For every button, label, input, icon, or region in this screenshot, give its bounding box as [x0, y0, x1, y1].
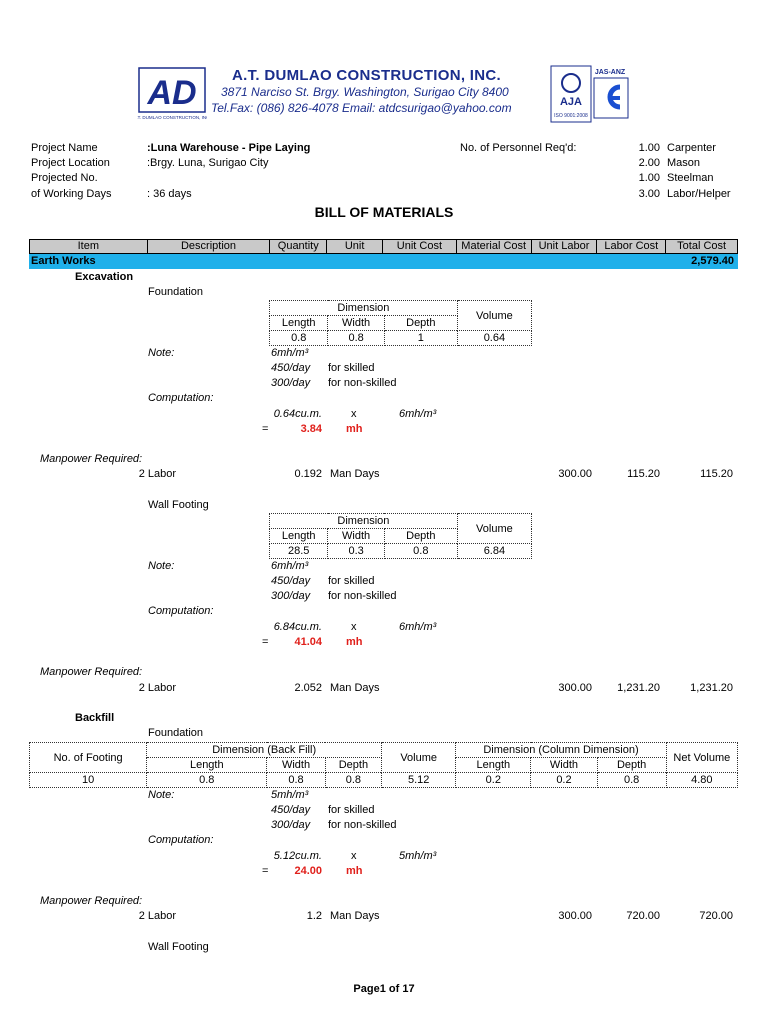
- logo-caption: A.T. DUMLAO CONSTRUCTION, INC.: [137, 115, 207, 120]
- footing-count-header: No. of Footing: [30, 743, 147, 773]
- computation-unit: mh: [346, 423, 363, 435]
- column-length-value: 0.2: [456, 773, 531, 788]
- computation-rate: 6mh/m³: [399, 408, 437, 420]
- col-total-cost: Total Cost: [677, 240, 727, 252]
- col-quantity: Quantity: [270, 240, 327, 253]
- manpower-quantity: 2.052: [294, 682, 322, 694]
- width-value: 0.8: [328, 331, 384, 346]
- col-unit-cost: Unit Cost: [383, 240, 457, 253]
- dimension-header: Dimension: [270, 514, 458, 529]
- length-value: 0.8: [147, 773, 267, 788]
- working-days-label: of Working Days: [31, 188, 112, 200]
- skilled-rate: 450/day: [271, 804, 311, 816]
- computation-volume: 5.12cu.m.: [273, 850, 322, 862]
- nonskilled-rate: 300/day: [271, 377, 311, 389]
- width-value: 0.3: [328, 544, 384, 559]
- personnel-qty: 1.00: [638, 172, 660, 184]
- depth-value: 0.8: [325, 773, 381, 788]
- computation-times: x: [351, 850, 357, 862]
- computation-unit: mh: [346, 865, 363, 877]
- width-header: Width: [328, 529, 384, 544]
- note-label: Note:: [148, 560, 175, 572]
- nonskilled-label: for non-skilled: [328, 819, 397, 831]
- length-value: 0.8: [270, 331, 328, 346]
- manpower-unit-labor: 300.00: [558, 682, 592, 694]
- computation-equals: =: [262, 865, 269, 877]
- footing-count-value: 10: [30, 773, 147, 788]
- computation-label: Computation:: [148, 834, 214, 846]
- column-dimension-header: Dimension (Column Dimension): [456, 743, 666, 758]
- rate-value: 5mh/m³: [271, 789, 309, 801]
- note-label: Note:: [148, 347, 175, 359]
- depth-header: Depth: [325, 758, 381, 773]
- volume-value: 6.84: [457, 544, 531, 559]
- length-header: Length: [147, 758, 267, 773]
- width-header: Width: [267, 758, 325, 773]
- length-value: 28.5: [270, 544, 328, 559]
- skilled-label: for skilled: [328, 575, 375, 587]
- column-length-header: Length: [456, 758, 531, 773]
- manpower-unit-labor: 300.00: [558, 910, 592, 922]
- excavation-wall-footing-label: Wall Footing: [148, 499, 209, 511]
- column-depth-header: Depth: [597, 758, 666, 773]
- excavation-foundation-label: Foundation: [148, 286, 204, 298]
- manpower-unit: Man Days: [330, 682, 380, 694]
- computation-volume: 0.64cu.m.: [273, 408, 322, 420]
- project-location-label: Project Location: [31, 157, 110, 169]
- computation-result: 41.04: [294, 636, 322, 648]
- personnel-role: Labor/Helper: [667, 188, 731, 200]
- project-name-label: Project Name: [31, 142, 98, 154]
- computation-rate: 6mh/m³: [399, 621, 437, 633]
- manpower-total-cost: 720.00: [699, 910, 733, 922]
- cert-mark: AJA: [559, 96, 583, 108]
- manpower-labor-cost: 1,231.20: [617, 682, 660, 694]
- length-header: Length: [270, 529, 328, 544]
- volume-value: 0.64: [457, 331, 531, 346]
- manpower-quantity: 1.2: [306, 910, 322, 922]
- backfill-dimension-header: Dimension (Back Fill): [147, 743, 382, 758]
- width-value: 0.8: [267, 773, 325, 788]
- skilled-label: for skilled: [328, 804, 375, 816]
- company-logo: [137, 66, 207, 122]
- col-material-cost: Material Cost: [457, 240, 532, 253]
- project-name-value: :Luna Warehouse - Pipe Laying: [147, 142, 311, 154]
- computation-times: x: [351, 408, 357, 420]
- length-header: Length: [270, 316, 328, 331]
- personnel-qty: 2.00: [638, 157, 660, 169]
- section-earth-works-total: 2,579.40: [691, 255, 734, 267]
- computation-equals: =: [262, 423, 269, 435]
- col-unit: Unit: [327, 240, 383, 253]
- computation-label: Computation:: [148, 605, 214, 617]
- manpower-unit: Man Days: [330, 910, 380, 922]
- projected-label: Projected No.: [31, 172, 98, 184]
- depth-value: 0.8: [384, 544, 457, 559]
- manpower-label: Manpower Required:: [40, 453, 143, 465]
- column-width-header: Width: [531, 758, 597, 773]
- skilled-rate: 450/day: [271, 362, 311, 374]
- manpower-item: 2 Labor: [138, 682, 176, 694]
- project-location-value: :Brgy. Luna, Surigao City: [147, 157, 269, 169]
- skilled-rate: 450/day: [271, 575, 311, 587]
- backfill-foundation-label: Foundation: [148, 727, 204, 739]
- manpower-labor-cost: 720.00: [626, 910, 660, 922]
- net-volume-header: Net Volume: [666, 743, 737, 773]
- volume-value: 5.12: [382, 773, 456, 788]
- manpower-unit-labor: 300.00: [558, 468, 592, 480]
- certification-seal: [550, 65, 630, 123]
- computation-rate: 5mh/m³: [399, 850, 437, 862]
- excavation-heading: Excavation: [75, 271, 134, 283]
- manpower-quantity: 0.192: [294, 468, 322, 480]
- computation-result: 3.84: [300, 423, 322, 435]
- section-bar-earth-works: [29, 254, 738, 269]
- backfill-foundation-dimension-table: [29, 742, 738, 788]
- personnel-role: Carpenter: [667, 142, 716, 154]
- depth-header: Depth: [384, 316, 457, 331]
- computation-unit: mh: [346, 636, 363, 648]
- personnel-qty: 3.00: [638, 188, 660, 200]
- manpower-labor-cost: 115.20: [627, 468, 660, 480]
- net-volume-value: 4.80: [666, 773, 737, 788]
- company-contact: Tel.Fax: (086) 826-4078 Email: atdcsurigao@yahoo.com: [211, 101, 512, 115]
- dimension-header: Dimension: [270, 301, 458, 316]
- cert-accreditor: JAS-ANZ: [594, 69, 626, 76]
- company-name: A.T. DUMLAO CONSTRUCTION, INC.: [232, 67, 501, 84]
- bom-column-header: [29, 239, 738, 254]
- nonskilled-rate: 300/day: [271, 590, 311, 602]
- note-label: Note:: [148, 789, 175, 801]
- volume-header: Volume: [457, 514, 531, 544]
- manpower-unit: Man Days: [330, 468, 380, 480]
- manpower-total-cost: 115.20: [700, 468, 733, 480]
- depth-value: 1: [384, 331, 457, 346]
- volume-header: Volume: [457, 301, 531, 331]
- col-labor-cost: Labor Cost: [597, 240, 666, 253]
- rate-value: 6mh/m³: [271, 347, 309, 359]
- cert-standard: ISO 9001:2008: [554, 113, 588, 119]
- personnel-role: Steelman: [667, 172, 714, 184]
- nonskilled-label: for non-skilled: [328, 377, 397, 389]
- personnel-role: Mason: [667, 157, 701, 169]
- company-address: 3871 Narciso St. Brgy. Washington, Surigao City 8400: [221, 85, 509, 99]
- column-width-value: 0.2: [531, 773, 597, 788]
- computation-label: Computation:: [148, 392, 214, 404]
- column-depth-value: 0.8: [597, 773, 666, 788]
- backfill-heading: Backfill: [75, 712, 115, 724]
- volume-header: Volume: [382, 743, 456, 773]
- manpower-total-cost: 1,231.20: [690, 682, 733, 694]
- col-item: Item: [30, 240, 148, 253]
- computation-result: 24.00: [294, 865, 322, 877]
- manpower-label: Manpower Required:: [40, 666, 143, 678]
- logo-monogram: AD: [147, 74, 197, 112]
- manpower-label: Manpower Required:: [40, 895, 143, 907]
- excavation-foundation-dimension-table: [269, 300, 532, 346]
- page-number: Page1 of 17: [353, 983, 415, 995]
- manpower-item: 2 Labor: [138, 910, 176, 922]
- nonskilled-label: for non-skilled: [328, 590, 397, 602]
- width-header: Width: [328, 316, 384, 331]
- personnel-qty: 1.00: [638, 142, 660, 154]
- excavation-wall-footing-dimension-table: [269, 513, 532, 559]
- personnel-label: No. of Personnel Req'd:: [460, 142, 577, 154]
- document-title: BILL OF MATERIALS: [314, 204, 454, 220]
- rate-value: 6mh/m³: [271, 560, 309, 572]
- depth-header: Depth: [384, 529, 457, 544]
- col-unit-labor: Unit Labor: [532, 240, 598, 253]
- manpower-item: 2 Labor: [138, 468, 176, 480]
- working-days-value: : 36 days: [147, 188, 192, 200]
- computation-equals: =: [262, 636, 269, 648]
- backfill-wall-footing-label: Wall Footing: [148, 941, 209, 953]
- computation-volume: 6.84cu.m.: [273, 621, 322, 633]
- col-description: Description: [148, 240, 271, 253]
- skilled-label: for skilled: [328, 362, 375, 374]
- nonskilled-rate: 300/day: [271, 819, 311, 831]
- section-earth-works-label: Earth Works: [31, 255, 96, 267]
- computation-times: x: [351, 621, 357, 633]
